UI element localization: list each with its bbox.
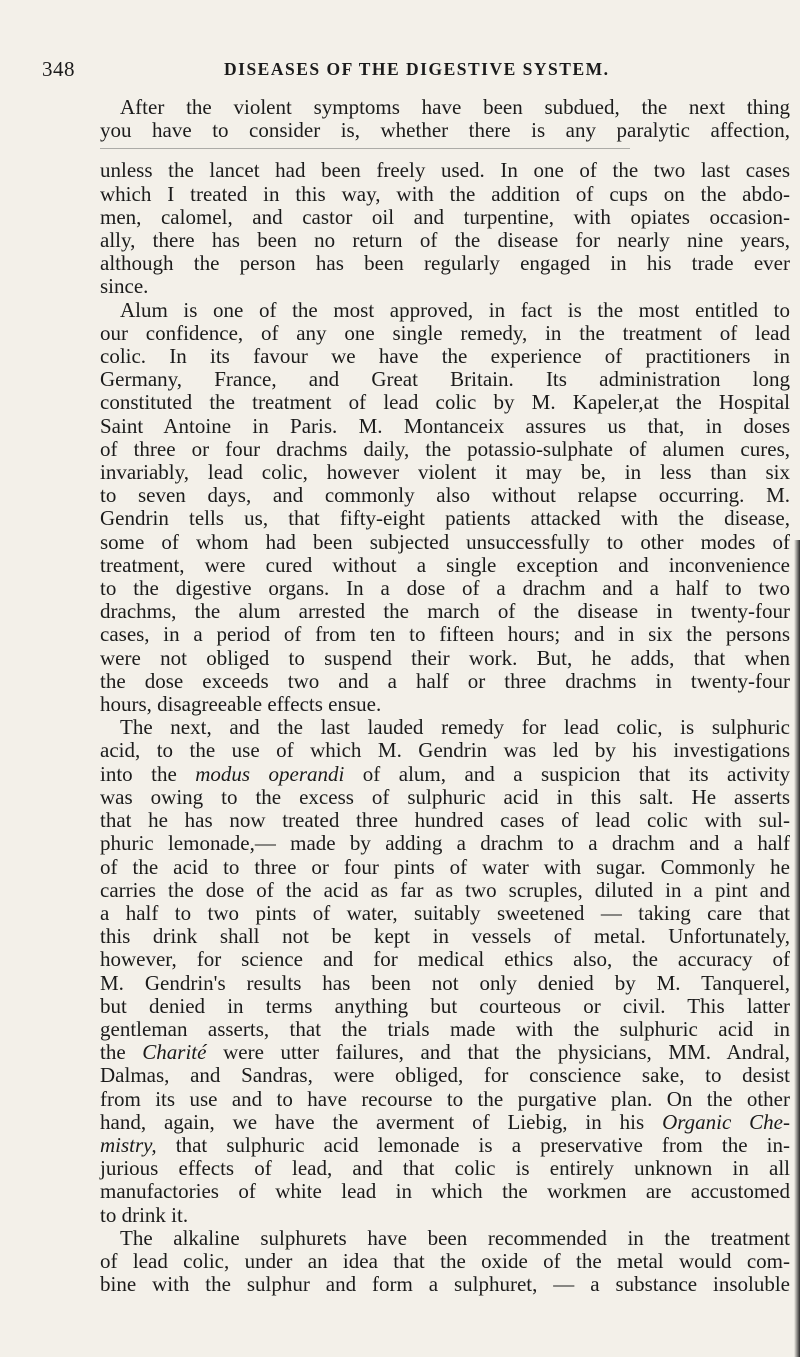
text-run: hand, again, we have the averment of Liebig, in his bbox=[100, 1109, 663, 1134]
body-text bbox=[100, 96, 790, 1296]
paragraph-3 bbox=[100, 299, 790, 717]
text-line: but denied in terms anything but courteous or civil. This latter bbox=[100, 993, 790, 1018]
text-line: Gendrin tells us, that fifty-eight patients attacked with the disease, bbox=[100, 506, 790, 531]
text-line: Alum is one of the most approved, in fact is the most entitled to bbox=[120, 297, 790, 322]
text-line: some of whom had been subjected unsuccessfully to other modes of bbox=[100, 529, 790, 554]
text-line: of the acid to three or four pints of water with sugar. Commonly he bbox=[100, 854, 790, 879]
text-run: into the bbox=[100, 761, 196, 786]
text-line: to drink it. bbox=[100, 1202, 189, 1227]
text-line: you have to consider is, whether there is any paralytic affection, bbox=[100, 118, 790, 143]
paragraph-2 bbox=[100, 159, 790, 298]
text-line: bine with the sulphur and form a sulphuret, — a substance insoluble bbox=[100, 1272, 790, 1297]
chapter-title: DISEASES OF THE DIGESTIVE SYSTEM. bbox=[224, 59, 610, 79]
text-line: from its use and to have recourse to the purgative plan. On the other bbox=[100, 1086, 790, 1111]
text-line: M. Gendrin's results has been not only denied by M. Tanquerel, bbox=[100, 970, 790, 995]
paragraph-5 bbox=[100, 1227, 790, 1297]
text-line: however, for science and for medical ethics also, the accuracy of bbox=[100, 947, 790, 972]
text-line bbox=[100, 763, 790, 786]
italic-phrase: Organic Che- bbox=[662, 1109, 790, 1134]
text-line: phuric lemonade,— made by adding a drachm to a drachm and a half bbox=[100, 831, 790, 856]
text-line: although the person has been regularly engaged in his trade ever bbox=[100, 251, 790, 276]
text-line: of three or four drachms daily, the potassio-sulphate of alumen cures, bbox=[100, 436, 790, 461]
text-line: that he has now treated three hundred cases of lead colic with sul- bbox=[100, 808, 790, 833]
text-line bbox=[100, 1041, 790, 1064]
text-run: the bbox=[100, 1040, 143, 1065]
text-line: were not obliged to suspend their work. But, he adds, that when bbox=[100, 645, 790, 670]
text-line: treatment, were cured without a single exception and inconvenience bbox=[100, 552, 790, 577]
text-line: invariably, lead colic, however violent it may be, in less than six bbox=[100, 460, 790, 485]
text-line: drachms, the alum arrested the march of the disease in twenty-four bbox=[100, 599, 790, 624]
text-line: unless the lancet had been freely used. In one of the two last cases bbox=[100, 158, 790, 183]
text-line: a half to two pints of water, suitably sweetened — taking care that bbox=[100, 900, 790, 925]
text-line bbox=[100, 1134, 790, 1157]
text-line: to the digestive organs. In a dose of a drachm and a half to two bbox=[100, 576, 790, 601]
text-line: our confidence, of any one single remedy, in the treatment of lead bbox=[100, 320, 790, 345]
text-line: hours, disagreeable effects ensue. bbox=[100, 692, 382, 717]
text-run: that sulphuric acid lemonade is a preservative from the in- bbox=[156, 1132, 790, 1157]
italic-phrase: Charité bbox=[142, 1040, 207, 1065]
text-line: since. bbox=[100, 274, 149, 299]
text-line: Saint Antoine in Paris. M. Montanceix assures us that, in doses bbox=[100, 413, 790, 438]
text-line: The alkaline sulphurets have been recommended in the treatment bbox=[120, 1225, 790, 1250]
running-head bbox=[0, 57, 800, 83]
text-line: Germany, France, and Great Britain. Its administration long bbox=[100, 367, 790, 392]
text-line: jurious effects of lead, and that colic is entirely unknown in all bbox=[100, 1156, 790, 1181]
text-line: was owing to the excess of sulphuric acid in this salt. He asserts bbox=[100, 784, 790, 809]
text-line: constituted the treatment of lead colic by M. Kapeler,at the Hospital bbox=[100, 390, 790, 415]
text-line: this drink shall not be kept in vessels of metal. Unfortunately, bbox=[100, 924, 790, 949]
text-line: Dalmas, and Sandras, were obliged, for conscience sake, to desist bbox=[100, 1063, 790, 1088]
divider-rule bbox=[100, 148, 630, 149]
page-binding-edge bbox=[794, 540, 800, 1357]
text-line: the dose exceeds two and a half or three drachms in twenty-four bbox=[100, 668, 790, 693]
text-line: acid, to the use of which M. Gendrin was led by his investigations bbox=[100, 738, 790, 763]
paragraph-4 bbox=[100, 716, 790, 1226]
italic-phrase: mistry, bbox=[100, 1132, 157, 1157]
text-line: The next, and the last lauded remedy for lead colic, is sulphuric bbox=[120, 715, 790, 740]
text-line: cases, in a period of from ten to fifteen hours; and in six the persons bbox=[100, 622, 790, 647]
text-line: men, calomel, and castor oil and turpentine, with opiates occasion- bbox=[100, 204, 790, 229]
paragraph-1 bbox=[100, 96, 790, 142]
text-run: were utter failures, and that the physicians, MM. Andral, bbox=[206, 1040, 791, 1065]
text-line: gentleman asserts, that the trials made with the sulphuric acid in bbox=[100, 1016, 790, 1041]
text-line: manufactories of white lead in which the workmen are accustomed bbox=[100, 1179, 790, 1204]
text-line: which I treated in this way, with the addition of cups on the abdo- bbox=[100, 181, 790, 206]
text-line: After the violent symptoms have been subdued, the next thing bbox=[120, 95, 790, 119]
text-line: to seven days, and commonly also without relapse occurring. M. bbox=[100, 483, 790, 508]
text-line: of lead colic, under an idea that the oxide of the metal would com- bbox=[100, 1248, 790, 1273]
page-number: 348 bbox=[42, 57, 75, 81]
text-line: ally, there has been no return of the disease for nearly nine years, bbox=[100, 228, 790, 253]
italic-phrase: modus operandi bbox=[195, 761, 345, 786]
text-line: carries the dose of the acid as far as two scruples, diluted in a pint and bbox=[100, 877, 790, 902]
text-line: colic. In its favour we have the experience of practitioners in bbox=[100, 344, 790, 369]
text-run: of alum, and a suspicion that its activity bbox=[344, 761, 790, 786]
text-line bbox=[100, 1111, 790, 1134]
